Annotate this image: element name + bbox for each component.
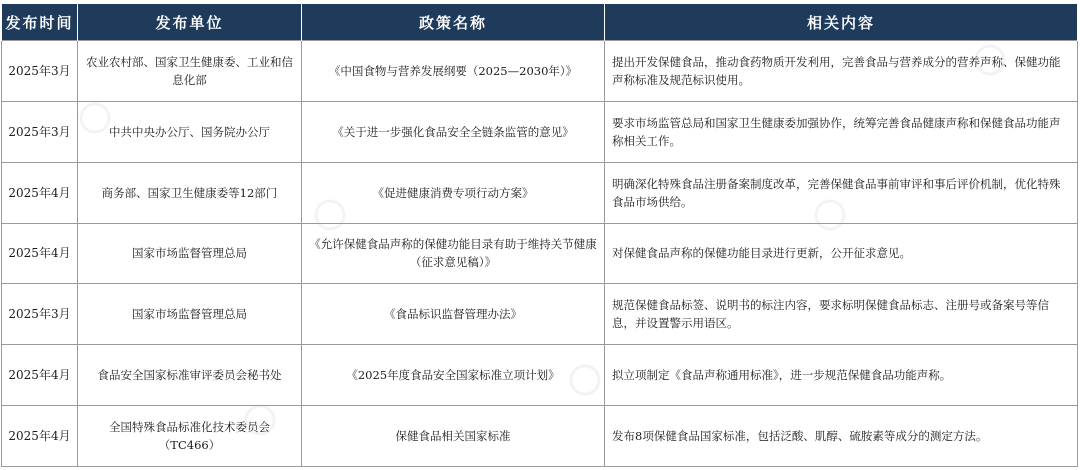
cell-policy: 《促进健康消费专项行动方案》 [302,162,605,223]
cell-issuer: 中共中央办公厅、国务院办公厅 [78,101,302,162]
cell-date: 2025年4月 [2,223,78,284]
cell-content: 提出开发保健食品，推动食药物质开发利用，完善食品与营养成分的营养声称、保健功能声称标准及规范标识使用。 [605,41,1078,102]
cell-issuer: 国家市场监督管理总局 [78,223,302,284]
cell-issuer: 商务部、国家卫生健康委等12部门 [78,162,302,223]
table-row [2,162,1078,223]
cell-policy: 《中国食物与营养发展纲要（2025—2030年）》 [302,41,605,102]
cell-date: 2025年3月 [2,101,78,162]
cell-content: 要求市场监管总局和国家卫生健康委加强协作，统筹完善食品健康声称和保健食品功能声称相关工作。 [605,101,1078,162]
header-policy-name: 政策名称 [302,4,605,41]
header-related-content: 相关内容 [605,4,1078,41]
cell-policy: 《2025年度食品安全国家标准立项计划》 [302,345,605,406]
cell-issuer: 国家市场监督管理总局 [78,284,302,345]
table-row [2,41,1078,102]
cell-date: 2025年3月 [2,41,78,102]
cell-policy: 保健食品相关国家标准 [302,406,605,467]
table-row [2,223,1078,284]
cell-date: 2025年3月 [2,284,78,345]
cell-content: 拟立项制定《食品声称通用标准》，进一步规范保健食品功能声称。 [605,345,1078,406]
cell-date: 2025年4月 [2,406,78,467]
header-release-date: 发布时间 [2,4,78,41]
cell-policy: 《食品标识监督管理办法》 [302,284,605,345]
cell-issuer: 全国特殊食品标准化技术委员会（TC466） [78,406,302,467]
cell-content: 发布8项保健食品国家标准，包括泛酸、肌醇、硫胺素等成分的测定方法。 [605,406,1078,467]
cell-issuer: 农业农村部、国家卫生健康委、工业和信息化部 [78,41,302,102]
header-issuer: 发布单位 [78,4,302,41]
cell-policy: 《关于进一步强化食品安全全链条监管的意见》 [302,101,605,162]
cell-content: 规范保健食品标签、说明书的标注内容，要求标明保健食品标志、注册号或备案号等信息，并设置警示用语区。 [605,284,1078,345]
cell-content: 明确深化特殊食品注册备案制度改革，完善保健食品事前审评和事后评价机制，优化特殊食品市场供给。 [605,162,1078,223]
cell-policy: 《允许保健食品声称的保健功能目录有助于维持关节健康（征求意见稿）》 [302,223,605,284]
cell-date: 2025年4月 [2,345,78,406]
cell-content: 对保健食品声称的保健功能目录进行更新，公开征求意见。 [605,223,1078,284]
cell-date: 2025年4月 [2,162,78,223]
cell-issuer: 食品安全国家标准审评委员会秘书处 [78,345,302,406]
table-row [2,345,1078,406]
policy-table [1,3,1078,467]
table-row [2,284,1078,345]
table-row [2,406,1078,467]
table-row [2,101,1078,162]
header-row [2,4,1078,41]
